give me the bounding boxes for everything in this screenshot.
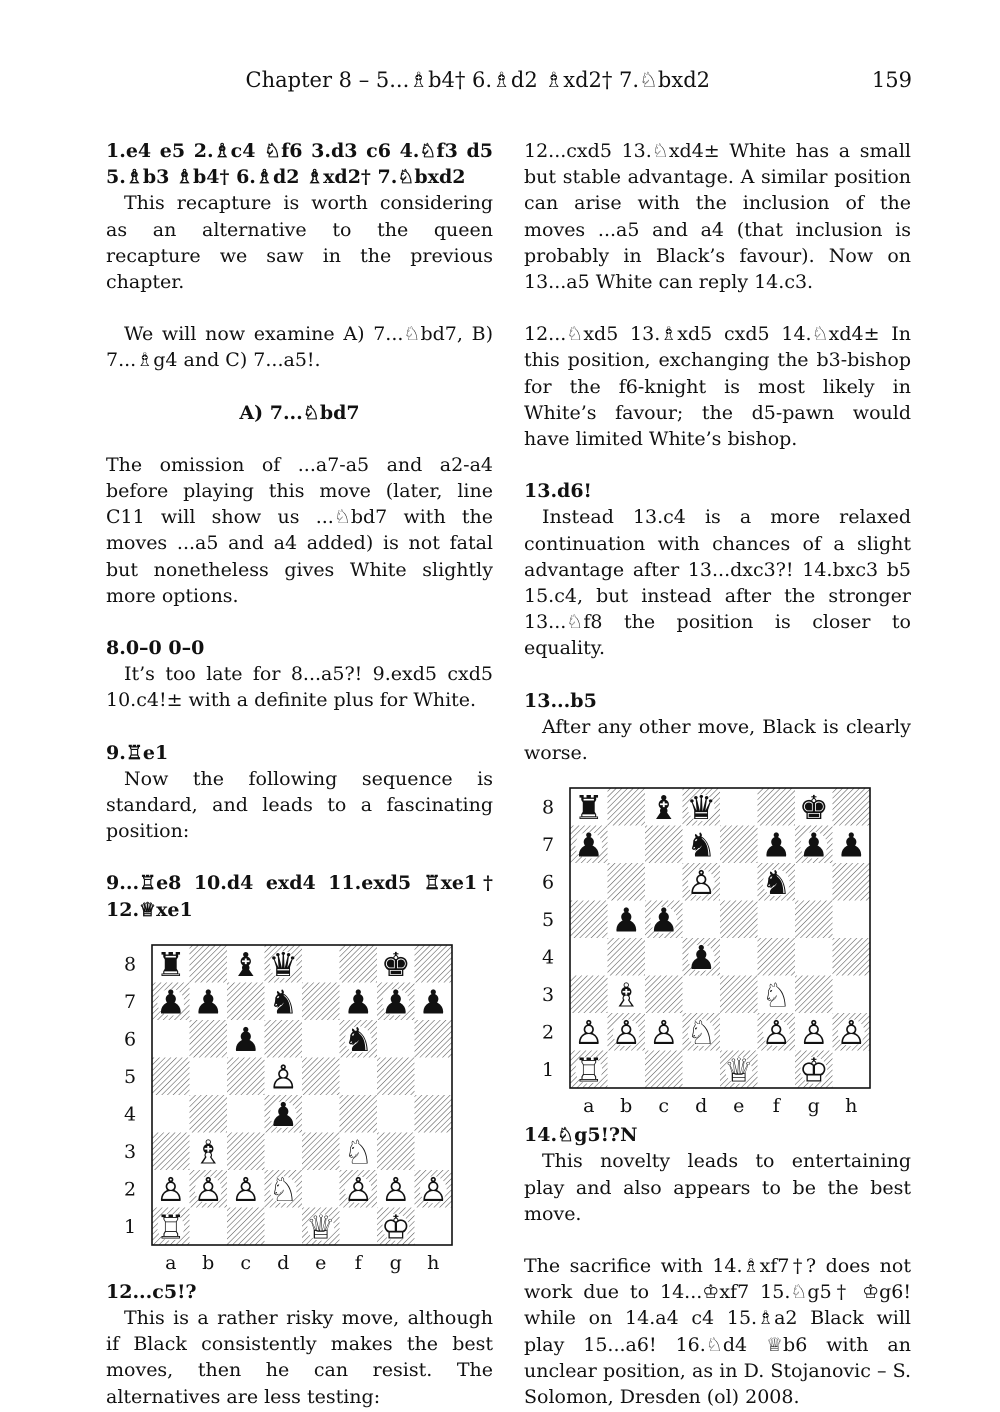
board-square-e4	[302, 1095, 340, 1133]
paragraph: 12...♘xd5 13.♗xd5 cxd5 14.♘xd4± In this position, exchanging the b3-bishop for the f6-knight is most likely in White’s favour; the d5-pawn would have limited White’s bishop.	[524, 323, 911, 451]
black-pawn-icon: ♟	[611, 900, 642, 940]
board-square-g4	[795, 938, 833, 976]
paragraph: Now the following sequence is standard, and leads to a fascinating position:	[106, 767, 493, 843]
white-bishop-icon: ♗	[611, 975, 642, 1015]
board-square-c7	[645, 826, 683, 864]
paragraph: 12...cxd5 13.♘xd4± White has a small but stable advantage. A similar position can arise with the inclusion of the moves ...a5 and a4 (that inclusion is probably in Black’s favour). Now on 13...a5 White can reply 14.c3.	[524, 140, 911, 294]
paragraph: It’s too late for 8...a5?! 9.exd5 cxd5 10.c4!± with a definite plus for White.	[106, 663, 493, 712]
file-label: a	[165, 1251, 177, 1274]
move-heading: 9...♖e8 10.d4 exd4 11.exd5 ♖xe1† 12.♕xe1	[106, 872, 493, 921]
file-label: d	[695, 1095, 708, 1118]
board-square-h4	[833, 938, 871, 976]
white-rook-icon: ♖	[573, 1050, 604, 1090]
black-king-icon: ♚	[798, 788, 829, 828]
paragraph: This recapture is worth considering as an alternative to the queen recapture we saw in the previous chapter.	[106, 192, 493, 294]
black-pawn-icon: ♟	[268, 1094, 299, 1134]
board-square-g5	[795, 901, 833, 939]
rank-label: 3	[541, 984, 555, 1007]
chess-board	[524, 784, 911, 1118]
board-square-g3	[795, 976, 833, 1014]
board-square-b8	[190, 945, 228, 983]
paragraph: The sacrifice with 14.♗xf7†? does not work due to 14...♔xf7 15.♘g5† ♔g6! while on 14.a4 c4 15.♗a2 Black will play 15...a6! 16.♘d4 ♕b6 with an unclear position, as in D. Stojanovic – S. Solomon, Dresden (ol) 2008.	[524, 1255, 911, 1409]
black-bishop-icon: ♝	[648, 788, 679, 828]
white-knight-icon: ♘	[686, 1013, 717, 1053]
white-pawn-icon: ♙	[798, 1013, 829, 1053]
board-square-a6	[570, 863, 608, 901]
board-square-e6	[302, 1020, 340, 1058]
white-pawn-icon: ♙	[836, 1013, 867, 1053]
paragraph: This is a rather risky move, although if Black consistently makes the best moves, then he can resist. The alternatives are less testing:	[106, 1307, 493, 1408]
black-knight-icon: ♞	[343, 1019, 374, 1059]
black-pawn-icon: ♟	[230, 1019, 261, 1059]
black-pawn-icon: ♟	[343, 982, 374, 1022]
black-knight-icon: ♞	[761, 863, 792, 903]
board-square-g5	[377, 1057, 415, 1095]
board-square-h8	[415, 945, 453, 983]
file-label: g	[807, 1095, 820, 1118]
board-square-f4	[758, 938, 796, 976]
board-square-b1	[608, 1051, 646, 1089]
black-pawn-icon: ♟	[193, 982, 224, 1022]
black-knight-icon: ♞	[686, 825, 717, 865]
board-square-a3	[570, 976, 608, 1014]
black-king-icon: ♚	[380, 944, 411, 984]
board-square-b1	[190, 1207, 228, 1245]
black-rook-icon: ♜	[155, 944, 186, 984]
board-square-a3	[152, 1132, 190, 1170]
rank-label: 6	[123, 1028, 137, 1051]
board-square-h5	[415, 1057, 453, 1095]
rank-label: 5	[123, 1065, 137, 1088]
paragraph: Instead 13.c4 is a more relaxed continuation with chances of a slight advantage after 13...dxc3?! 14.bxc3 b5 15.c4, but instead after the stronger 13...♘f8 the position is closer to equality.	[524, 506, 911, 660]
paragraph: The omission of ...a7-a5 and a2-a4 before playing this move (later, line C11 will show us ...♘bd7 with the moves ...a5 and a4 added) is not fatal but nonetheless gives White slightly more options.	[106, 453, 493, 607]
board-square-e8	[302, 945, 340, 983]
rank-label: 5	[541, 909, 555, 932]
paragraph-lines-overview: We will now examine A) 7...♘bd7, B) 7...♗g4 and C) 7...a5!.	[106, 323, 493, 372]
board-square-b8	[608, 788, 646, 826]
board-square-g3	[377, 1132, 415, 1170]
board-square-h6	[833, 863, 871, 901]
white-knight-icon: ♘	[761, 975, 792, 1015]
file-label: a	[583, 1095, 595, 1118]
white-king-icon: ♔	[380, 1207, 411, 1247]
board-square-f4	[340, 1095, 378, 1133]
chess-diagram	[524, 784, 911, 1118]
board-square-f5	[340, 1057, 378, 1095]
rank-label: 6	[541, 871, 555, 894]
rank-label: 8	[123, 953, 137, 976]
black-bishop-icon: ♝	[230, 944, 261, 984]
white-queen-icon: ♕	[305, 1207, 336, 1247]
white-bishop-icon: ♗	[193, 1132, 224, 1172]
right-column	[524, 138, 911, 1410]
board-square-g6	[377, 1020, 415, 1058]
file-label: h	[427, 1251, 440, 1274]
black-pawn-icon: ♟	[761, 825, 792, 865]
board-square-d6	[265, 1020, 303, 1058]
section-heading: A) 7...♘bd7	[239, 401, 360, 424]
white-knight-icon: ♘	[268, 1169, 299, 1209]
board-square-h6	[415, 1020, 453, 1058]
file-label: h	[845, 1095, 858, 1118]
black-queen-icon: ♛	[268, 944, 299, 984]
board-square-c4	[227, 1095, 265, 1133]
white-pawn-icon: ♙	[418, 1169, 449, 1209]
chess-board	[106, 941, 493, 1274]
white-pawn-icon: ♙	[155, 1169, 186, 1209]
board-square-c1	[227, 1207, 265, 1245]
black-pawn-icon: ♟	[380, 982, 411, 1022]
black-pawn-icon: ♟	[798, 825, 829, 865]
board-square-f1	[340, 1207, 378, 1245]
board-square-b4	[190, 1095, 228, 1133]
board-square-h3	[415, 1132, 453, 1170]
white-pawn-icon: ♙	[380, 1169, 411, 1209]
rank-label: 7	[123, 990, 137, 1013]
board-square-h8	[833, 788, 871, 826]
board-square-b7	[608, 826, 646, 864]
rank-label: 7	[541, 834, 555, 857]
board-square-e8	[720, 788, 758, 826]
board-square-c6	[645, 863, 683, 901]
board-square-e2	[302, 1170, 340, 1208]
board-square-f8	[758, 788, 796, 826]
move-heading: 13...b5	[524, 689, 597, 712]
white-pawn-icon: ♙	[230, 1169, 261, 1209]
move-heading: 8.0–0 0–0	[106, 637, 205, 660]
board-square-a4	[152, 1095, 190, 1133]
board-square-d1	[265, 1207, 303, 1245]
white-pawn-icon: ♙	[343, 1169, 374, 1209]
board-square-h3	[833, 976, 871, 1014]
board-square-f8	[340, 945, 378, 983]
white-king-icon: ♔	[798, 1050, 829, 1090]
black-pawn-icon: ♟	[573, 825, 604, 865]
move-heading: 12...c5!?	[106, 1280, 197, 1303]
board-square-d5	[683, 901, 721, 939]
rank-label: 4	[123, 1103, 137, 1126]
board-square-g6	[795, 863, 833, 901]
white-pawn-icon: ♙	[611, 1013, 642, 1053]
black-pawn-icon: ♟	[155, 982, 186, 1022]
board-square-c4	[645, 938, 683, 976]
black-pawn-icon: ♟	[686, 938, 717, 978]
rank-label: 1	[541, 1059, 555, 1082]
rank-label: 2	[541, 1021, 555, 1044]
board-square-b5	[190, 1057, 228, 1095]
rank-label: 4	[541, 946, 555, 969]
move-heading: 13.d6!	[524, 480, 592, 503]
chapter-title: Chapter 8 – 5...♗b4† 6.♗d2 ♗xd2† 7.♘bxd2	[245, 68, 710, 92]
chess-diagram	[106, 941, 493, 1274]
file-label: c	[240, 1251, 252, 1274]
board-square-g4	[377, 1095, 415, 1133]
white-pawn-icon: ♙	[648, 1013, 679, 1053]
board-square-e7	[720, 826, 758, 864]
rank-label: 2	[123, 1178, 137, 1201]
white-pawn-icon: ♙	[573, 1013, 604, 1053]
board-square-b4	[608, 938, 646, 976]
rank-label: 8	[541, 796, 555, 819]
board-square-e5	[720, 901, 758, 939]
file-label: d	[277, 1251, 290, 1274]
board-square-e6	[720, 863, 758, 901]
board-square-a4	[570, 938, 608, 976]
board-square-a6	[152, 1020, 190, 1058]
white-knight-icon: ♘	[343, 1132, 374, 1172]
move-heading: 14.♘g5!?N	[524, 1124, 638, 1147]
board-square-e4	[720, 938, 758, 976]
board-square-d3	[683, 976, 721, 1014]
black-pawn-icon: ♟	[418, 982, 449, 1022]
paragraph: This novelty leads to entertaining play and also appears to be the best move.	[524, 1150, 911, 1225]
white-pawn-icon: ♙	[761, 1013, 792, 1053]
black-rook-icon: ♜	[573, 788, 604, 828]
board-square-f5	[758, 901, 796, 939]
running-header	[0, 68, 1000, 98]
board-square-a5	[570, 901, 608, 939]
board-square-c7	[227, 982, 265, 1020]
board-square-c3	[645, 976, 683, 1014]
file-label: e	[733, 1095, 745, 1118]
board-square-e5	[302, 1057, 340, 1095]
white-queen-icon: ♕	[723, 1050, 754, 1090]
file-label: g	[389, 1251, 402, 1274]
board-square-b6	[190, 1020, 228, 1058]
board-square-h4	[415, 1095, 453, 1133]
board-square-e3	[302, 1132, 340, 1170]
black-pawn-icon: ♟	[836, 825, 867, 865]
move-heading: 9.♖e1	[106, 741, 169, 764]
board-square-d3	[265, 1132, 303, 1170]
rank-label: 1	[123, 1215, 137, 1238]
white-pawn-icon: ♙	[268, 1057, 299, 1097]
black-queen-icon: ♛	[686, 788, 717, 828]
board-square-c1	[645, 1051, 683, 1089]
board-square-e7	[302, 982, 340, 1020]
paragraph: After any other move, Black is clearly worse.	[524, 715, 911, 765]
file-label: c	[658, 1095, 670, 1118]
white-pawn-icon: ♙	[193, 1169, 224, 1209]
left-column	[106, 138, 493, 1410]
rank-label: 3	[123, 1140, 137, 1163]
board-square-c3	[227, 1132, 265, 1170]
move-line-main: 1.e4 e5 2.♗c4 ♘f6 3.d3 c6 4.♘f3 d5 5.♗b3 ♗b4† 6.♗d2 ♗xd2† 7.♘bxd2	[106, 140, 493, 189]
board-square-e2	[720, 1013, 758, 1051]
white-pawn-icon: ♙	[686, 863, 717, 903]
page-number: 159	[871, 68, 912, 92]
file-label: f	[772, 1095, 780, 1118]
file-label: b	[620, 1095, 633, 1118]
file-label: f	[354, 1251, 362, 1274]
board-square-h5	[833, 901, 871, 939]
board-square-e3	[720, 976, 758, 1014]
board-square-d1	[683, 1051, 721, 1089]
file-label: e	[315, 1251, 327, 1274]
board-square-c5	[227, 1057, 265, 1095]
board-square-h1	[415, 1207, 453, 1245]
file-label: b	[202, 1251, 215, 1274]
board-square-b6	[608, 863, 646, 901]
white-rook-icon: ♖	[155, 1207, 186, 1247]
board-square-a5	[152, 1057, 190, 1095]
black-knight-icon: ♞	[268, 982, 299, 1022]
board-square-f1	[758, 1051, 796, 1089]
black-pawn-icon: ♟	[648, 900, 679, 940]
board-square-h1	[833, 1051, 871, 1089]
